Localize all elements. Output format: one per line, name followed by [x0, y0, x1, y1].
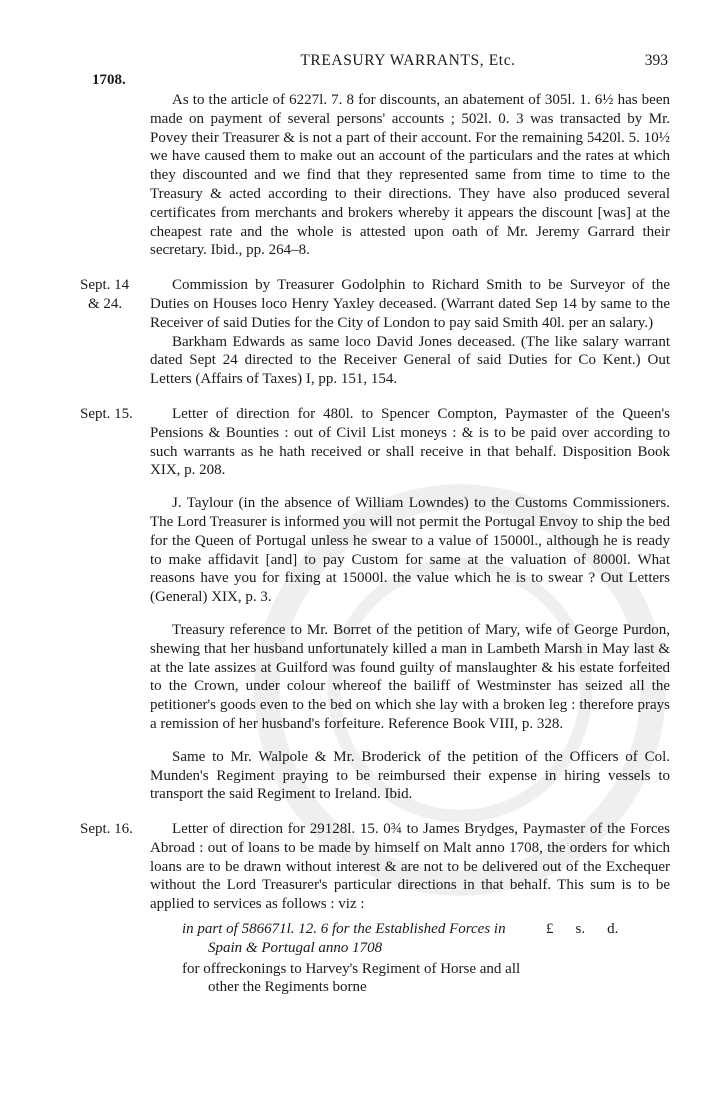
running-title: TREASURY WARRANTS, Etc. [300, 52, 516, 69]
date-line: Sept. 14 [80, 277, 130, 294]
account-item: in part of 586671l. 12. 6 for the Established Forces in Spain & Portugal anno 1708 [182, 921, 506, 956]
paragraph: As to the article of 6227l. 7. 8 for discounts, an abatement of 305l. 1. 6½ has been made on payment of several persons' accounts ; 502l. 0. 3 was transacted by Mr. Povey their Treasurer & is not a part of their account. For the remaining 5420l. 5. 10½ we have caused them to make out an account of the particulars and the rates at which they discounted and we find that they represented same from time to time to the Treasury & acted according to their directions. They have also produced several certificates from merchants and brokers whereby it appears the discount [was] at the cheapest rate and the whole is attested upon oath of Mr. Jeremy Garrard their secretary. Ibid., pp. 264–8. [150, 92, 670, 259]
entry [80, 405, 670, 804]
paragraph: J. Taylour (in the absence of William Lowndes) to the Customs Commissioners. The Lord Treasurer is informed you will not permit the Portugal Envoy to ship the bed for the Queen of Portugal unless he swear to a value of 15000l., although he is ready to make affidavit [and] to pay Custom for same at the valuation of 8000l. What reasons have you for fixing at 15000l. the value which he is to swear ? Out Letters (General) XIX, p. 3. [150, 495, 670, 606]
paragraph: Treasury reference to Mr. Borret of the petition of Mary, wife of George Purdon, shewing that her husband unfortunately killed a man in Lambeth Marsh in May last & at the late assizes at Guilford was found guilty of manslaughter & his estate forfeited to the Crown, under colour whereof the bailiff of Westminster has seized all the petitioner's goods even to the bed on which she lay with a broken leg : therefore prays a remission of her husband's forfeiture. Reference Book VIII, p. 328. [150, 621, 670, 732]
money-columns-header [546, 920, 618, 997]
paragraph: Letter of direction for 29128l. 15. 0¾ to James Brydges, Paymaster of the Forces Abroad : out of loans to be made by himself on Malt anno 1708, the orders for which loans are to be drawn without interest & are not to be delivered out of the Exchequer without the Lord Treasurer's particular directions in that behalf. This sum is to be applied to services as follows : viz : [150, 821, 670, 913]
entry-date [80, 276, 150, 389]
entry-date [80, 91, 150, 260]
page-number: 393 [644, 52, 668, 69]
entry-date: Sept. 15. [80, 405, 133, 422]
account-table [150, 920, 670, 997]
paragraph: Commission by Treasurer Godolphin to Richard Smith to be Surveyor of the Duties on Houses loco Henry Yaxley deceased. (Warrant dated Sep 14 by same to the Receiver of said Duties for the City of London to pay said Smith 40l. per an salary.) [150, 277, 670, 331]
date-line: & 24. [88, 295, 123, 312]
column-pence: d. [607, 921, 619, 938]
page-header [148, 52, 668, 74]
entry [80, 91, 670, 260]
entry-date: Sept. 16. [80, 821, 133, 838]
year-marker: 1708. [92, 72, 126, 88]
paragraph: Letter of direction for 480l. to Spencer Compton, Paymaster of the Queen's Pensions & Bounties : out of Civil List moneys : & is to be paid over according to such warrants as he hath received or shall receive in that behalf. Disposition Book XIX, p. 208. [150, 405, 670, 479]
entry [80, 276, 670, 389]
entry [80, 820, 670, 997]
paragraph: Same to Mr. Walpole & Mr. Broderick of the petition of the Officers of Col. Munden's Regiment praying to be reimbursed their expense in hiring vessels to transport the said Regiment to Ireland. Ibid. [150, 748, 670, 803]
column-pounds: £ [546, 921, 554, 938]
account-item: for offreckonings to Harvey's Regiment of Horse and all other the Regiments borne [182, 960, 521, 996]
paragraph: Barkham Edwards as same loco David Jones deceased. (The like salary warrant dated Sept 24 directed to the Receiver General of said Duties for Co Kent.) Out Letters (Affairs of Taxes) I, pp. 151, 154. [150, 333, 670, 388]
column-shillings: s. [575, 921, 586, 938]
page-body [80, 91, 670, 997]
